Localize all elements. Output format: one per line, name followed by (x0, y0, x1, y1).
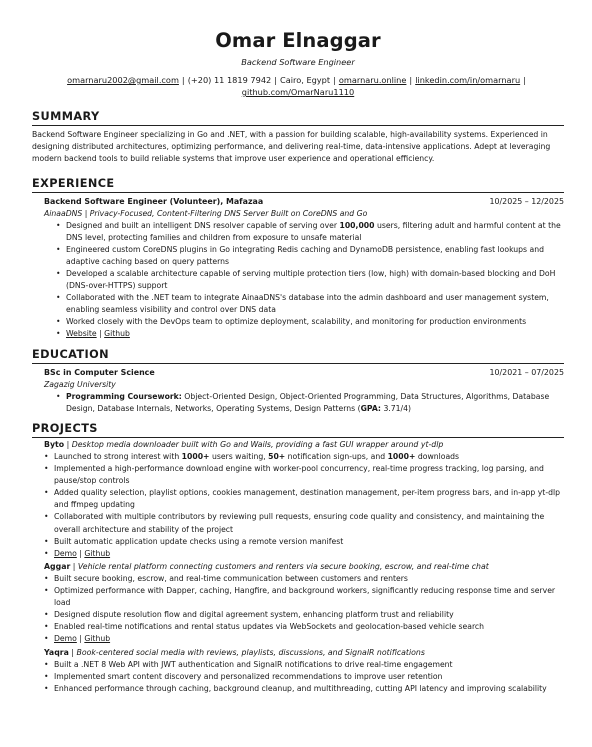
project-description: Desktop media downloader built with Go and Wails, providing a fast GUI wrapper around yt-dlp (71, 439, 444, 449)
demo-link[interactable]: Demo (54, 634, 77, 644)
website-link[interactable]: omarnaru.online (338, 75, 407, 85)
experience-bullets (44, 220, 564, 341)
contact-info (32, 74, 564, 98)
project-name: Byto (44, 439, 65, 449)
project-name: Yaqra (44, 647, 69, 657)
phone-text: (+20) 11 1819 7942 (187, 75, 272, 85)
project-description: Privacy-Focused, Content-Filtering DNS Server Built on CoreDNS and Go (89, 208, 368, 218)
list-item (66, 328, 564, 340)
projects-heading: PROJECTS (32, 422, 564, 438)
degree: BSc in Computer Science (44, 367, 155, 377)
list-item: • Added quality selection, playlist options, cookies management, destination management, per-item progress bars, and in-app yt-dlp and ffmpeg updating (54, 487, 564, 511)
list-item: • Implemented a high-performance download engine with worker-pool concurrency, real-time progress tracking, log parsing, and pause/stop controls (54, 463, 564, 487)
separator: | (72, 561, 76, 571)
list-item (54, 548, 564, 560)
experience-dates: 10/2025 – 12/2025 (489, 196, 564, 206)
candidate-name: Omar Elnaggar (215, 29, 381, 52)
project-bullets (32, 659, 564, 695)
github-link[interactable]: Github (84, 548, 111, 558)
education-entry (32, 367, 564, 415)
project-name: AinaaDNS (44, 208, 83, 218)
github-link[interactable]: Github (104, 329, 130, 339)
experience-project (44, 208, 564, 220)
linkedin-link[interactable]: linkedin.com/in/omarnaru (415, 75, 521, 85)
separator: | (181, 75, 185, 85)
education-dates: 10/2021 – 07/2025 (489, 367, 564, 377)
separator: | (99, 329, 102, 339)
experience-heading: EXPERIENCE (32, 177, 564, 193)
separator: | (79, 634, 82, 644)
project-byto (32, 439, 564, 560)
separator: | (274, 75, 278, 85)
project-yaqra (32, 647, 564, 695)
experience-entry (32, 196, 564, 341)
email-link[interactable]: omarnaru2002@gmail.com (67, 75, 179, 85)
project-aggar (32, 561, 564, 646)
separator: | (79, 548, 82, 558)
list-item: • Optimized performance with Dapper, caching, Hangfire, and background workers, significantly reducing response time and server load (54, 585, 564, 609)
separator: | (84, 208, 88, 218)
list-item: • Implemented smart content discovery and personalized recommendations to improve user retention (54, 671, 564, 683)
separator: | (333, 75, 336, 85)
summary-heading: SUMMARY (32, 110, 564, 126)
github-link[interactable]: Github (84, 634, 111, 644)
job-title: Backend Software Engineer (241, 57, 355, 67)
list-item: • Built a .NET 8 Web API with JWT authentication and SignalR notifications to drive real-time engagement (54, 659, 564, 671)
website-link[interactable]: Website (66, 329, 97, 339)
list-item: • Developed a scalable architecture capable of serving multiple protection tiers (low, high) with domain-based blocking and DoH (DNS-over-HTTPS) support (66, 268, 564, 292)
list-item (54, 633, 564, 645)
list-item: • Built secure booking, escrow, and real-time communication between customers and renters (54, 573, 564, 585)
list-item: • Enhanced performance through caching, background cleanup, and multithreading, cutting API latency and improving scalability (54, 683, 564, 695)
separator: | (71, 647, 75, 657)
list-item: • Designed and built an intelligent DNS resolver capable of serving over 100,000 users, filtering adult and harmful content at the DNS level, protecting families and children from exposure to unsafe material (66, 220, 564, 244)
location-text: Cairo, Egypt (280, 75, 331, 85)
separator: | (409, 75, 413, 85)
list-item: • Worked closely with the DevOps team to optimize deployment, scalability, and monitoring for production environments (66, 316, 564, 328)
list-item: • Engineered custom CoreDNS plugins in Go integrating Redis caching and DynamoDB persistence, enabling fast lookups and adaptive caching based on query patterns (66, 244, 564, 268)
education-bullets (44, 391, 564, 415)
list-item: • Collaborated with the .NET team to integrate AinaaDNS's database into the admin dashboard and user management system, enabling seamless visibility and control over DNS data (66, 292, 564, 316)
github-link[interactable]: github.com/OmarNaru1110 (241, 87, 355, 97)
project-description: Book-centered social media with reviews, playlists, discussions, and SignalR notifications (76, 647, 425, 657)
list-item: • Built automatic application update checks using a remote version manifest (54, 536, 564, 548)
project-name: Aggar (44, 561, 71, 571)
list-item: • Designed dispute resolution flow and digital agreement system, enhancing platform trust and reliability (54, 609, 564, 621)
summary-text: Backend Software Engineer specializing in Go and .NET, with a passion for building scalable, high-availability systems. Experienced in designing distributed architectures, optimizing performance, and delivering real-time, data-intensive applications. Adept at leveraging modern backend tools to build reliable systems that improve user experience and operational efficiency. (32, 130, 551, 164)
list-item: • Programming Coursework: Object-Oriented Design, Object-Oriented Programming, Data Structures, Algorithms, Database Design, Database Internals, Networks, Operating Systems, Design Patterns (GPA: 3.71/4) (66, 391, 564, 415)
project-description: Vehicle rental platform connecting customers and renters via secure booking, escrow, and real-time chat (77, 561, 489, 571)
list-item: • Enabled real-time notifications and rental status updates via WebSockets and geolocation-based vehicle search (54, 621, 564, 633)
list-item: • Collaborated with multiple contributors by reviewing pull requests, ensuring code quality and consistency, and maintaining the overall architecture and stability of the project (54, 511, 564, 535)
project-bullets (32, 573, 564, 646)
separator: | (523, 75, 526, 85)
education-heading: EDUCATION (32, 348, 564, 364)
school: Zagazig University (44, 379, 116, 389)
project-bullets (32, 451, 564, 560)
demo-link[interactable]: Demo (54, 548, 77, 558)
list-item: • Launched to strong interest with 1000+ users waiting, 50+ notification sign-ups, and 1000+ downloads (54, 451, 564, 463)
experience-role: Backend Software Engineer (Volunteer), Mafazaa (44, 196, 264, 206)
separator: | (66, 439, 70, 449)
